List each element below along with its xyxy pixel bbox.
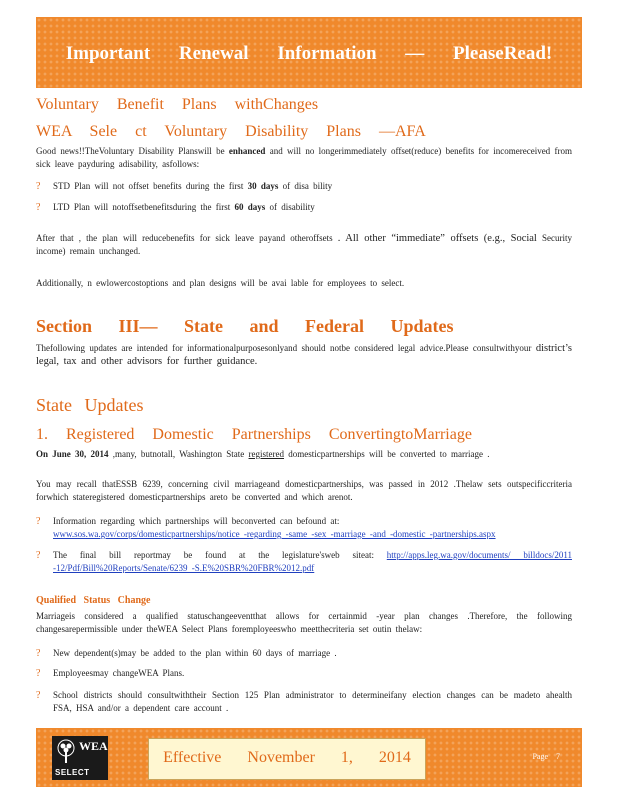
june-paragraph: On June 30, 2014 ,many, butnotall, Washington State registered domesticpartnerships will be converted to marriage .: [36, 449, 490, 459]
logo-select-text: SELECT: [55, 768, 90, 777]
list-item: ? New dependent(s)may be added to the plan within 60 days of marriage .: [36, 648, 337, 659]
bullet-icon: ?: [36, 690, 41, 701]
essb-paragraph: You may recall thatESSB 6239, concerning civil marriageand domesticpartnerships, was passed in 2012 .Thelaw sets outspecificcriteria forwhich stateregistered domesticpartnerships areto be converted and which arenot.: [36, 479, 572, 502]
qualified-status-heading: Qualified Status Change: [36, 595, 151, 606]
page-number: Page 7: [532, 752, 560, 761]
list-item: ? LTD Plan will notoffsetbenefitsduring the first 60 days of disability: [36, 202, 315, 213]
bullet-icon: ?: [36, 516, 41, 527]
bill-report-link[interactable]: http://apps.leg.wa.gov/documents/ billdocs/2011 -12/Pdf/Bill%20Reports/Senate/6239 -S.E%20SBR%20FBR%2012.pdf: [53, 550, 572, 573]
list-item: ? Information regarding which partnerships will beconverted can befound at: www.sos.wa.gov/corps/domesticpartnerships/notice -regarding -same -sex -marriage -and -domestic -partnerships.aspx: [36, 516, 496, 539]
qualified-paragraph: Marriageis considered a qualified statuschangeeventthat allows for certainmid -year plan changes .Therefore, the following changesarepermissible under theWEA Select Plans foremployeeswho meetthecriteria set outin thelaw:: [36, 611, 572, 634]
banner-title: Important Renewal Information — PleaseRead!: [65, 43, 553, 64]
bullet-icon: ?: [36, 181, 41, 192]
list-item: ? The final bill reportmay be found at the legislature'sweb siteat: http://apps.leg.wa.gov/documents/ billdocs/2011 -12/Pdf/Bill%20Reports/Senate/6239 -S.E%20SBR%20FBR%2012.pdf: [36, 550, 572, 573]
footer-banner: [36, 728, 582, 787]
sos-link[interactable]: www.sos.wa.gov/corps/domesticpartnerships/notice -regarding -same -sex -marriage -and -domestic -partnerships.aspx: [53, 529, 496, 539]
header-banner: [36, 17, 582, 88]
list-item: ? STD Plan will not offset benefits during the first 30 days of disa bility: [36, 181, 333, 192]
registered-partnerships-heading: 1. Registered Domestic Partnerships ConvertingtoMarriage: [36, 426, 472, 443]
bullet-icon: ?: [36, 668, 41, 679]
section-heading-voluntary: Voluntary Benefit Plans withChanges: [36, 96, 319, 113]
effective-date-box: [148, 738, 426, 780]
logo-wea-text: WEA: [79, 739, 108, 753]
intro-paragraph: Good news!!TheVoluntary Disability Planswill be enhanced and will no longerimmediately offset(reduce) benefits for incomereceived from sick leave payduring adisability, asfollows:: [36, 146, 572, 169]
bullet-icon: ?: [36, 648, 41, 659]
wea-select-logo: [52, 736, 108, 780]
subheading-afa: WEA Sele ct Voluntary Disability Plans —AFA: [36, 123, 426, 140]
after-paragraph: After that , the plan will reducebenefits for sick leave payand otheroffsets . All other “immediate” offsets (e.g., Social Security income) remain unchanged.: [36, 233, 573, 256]
tree-icon: [55, 739, 77, 765]
state-updates-heading: State Updates: [36, 395, 144, 415]
additionally-paragraph: Additionally, n ewlowercostoptions and plan designs will be avai lable for employees to select.: [36, 278, 405, 288]
bullet-icon: ?: [36, 550, 41, 561]
list-item: ? School districts should consultwiththeir Section 125 Plan administrator to determineifany election changes can be madeto ahealth FSA, HSA and/or a dependent care account .: [36, 690, 572, 713]
section3-paragraph: Thefollowing updates are intended for informationalpurposesonlyand should notbe considered legal advice.Please consultwithyour district’s legal, tax and other advisors for further guidance.: [36, 343, 573, 367]
effective-date: Effective November 1, 2014: [163, 749, 411, 766]
section-heading-state-federal: Section III— State and Federal Updates: [36, 316, 454, 336]
bullet-icon: ?: [36, 202, 41, 213]
list-item: ? Employeesmay changeWEA Plans.: [36, 668, 185, 679]
